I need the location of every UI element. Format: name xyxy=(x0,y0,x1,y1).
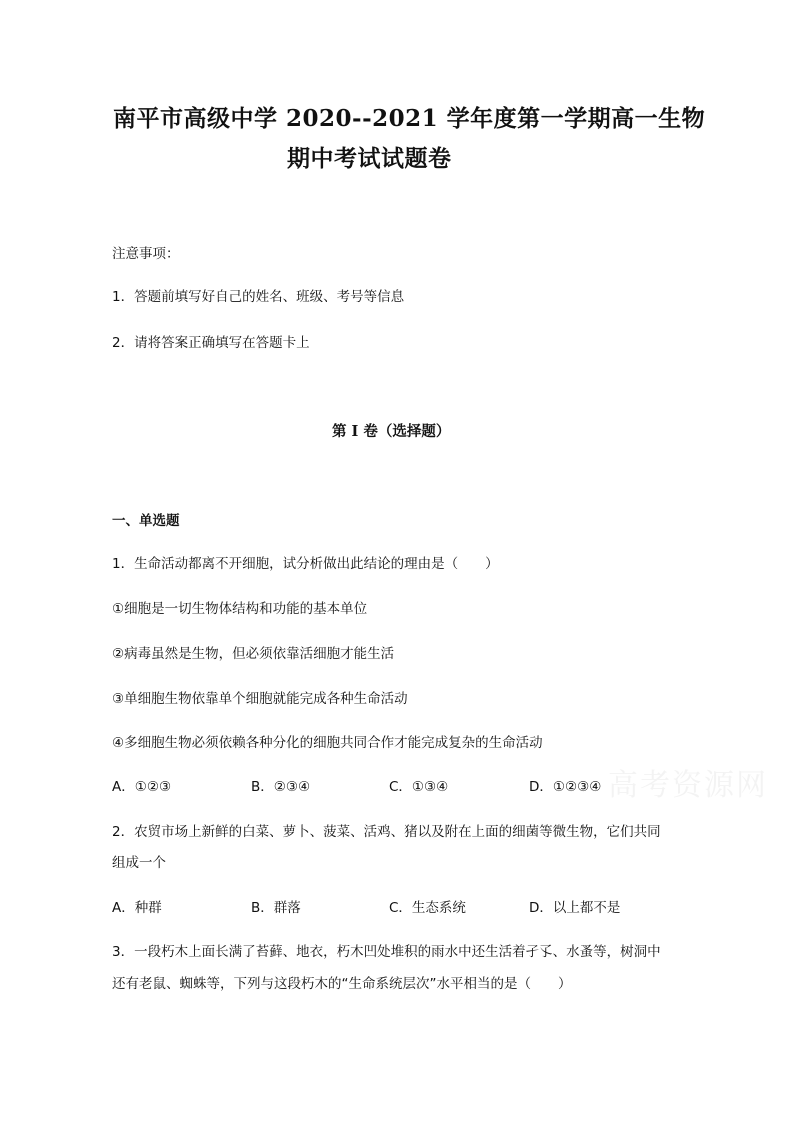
question-1-statement-1: ①细胞是一切生物体结构和功能的基本单位 xyxy=(112,601,368,617)
question-1-option-d: D．①②③④ xyxy=(529,779,602,795)
question-1-statement-3: ③单细胞生物依靠单个细胞就能完成各种生命活动 xyxy=(112,691,408,707)
question-2-option-b: B．群落 xyxy=(251,900,301,916)
exam-title-line-1: 南平市高级中学 2020--2021 学年度第一学期高一生物 xyxy=(113,105,706,132)
question-1-stem: 1．生命活动都离不开细胞，试分析做出此结论的理由是（ ） xyxy=(112,556,499,572)
section-title: 第 I 卷（选择题） xyxy=(332,423,451,440)
question-1-statement-2: ②病毒虽然是生物，但必须依靠活细胞才能生活 xyxy=(112,646,395,662)
watermark: 高考资源网 xyxy=(608,768,768,803)
notice-heading: 注意事项： xyxy=(112,246,180,262)
notice-item-2: 2．请将答案正确填写在答题卡上 xyxy=(112,335,310,351)
question-2-stem-line-2: 组成一个 xyxy=(112,855,166,871)
question-3-stem-line-2: 还有老鼠、蜘蛛等，下列与这段朽木的“生命系统层次”水平相当的是（ ） xyxy=(112,976,572,992)
question-1-statement-4: ④多细胞生物必须依赖各种分化的细胞共同合作才能完成复杂的生命活动 xyxy=(112,735,543,751)
question-2-option-a: A．种群 xyxy=(112,900,162,916)
question-1-option-b: B．②③④ xyxy=(251,779,311,795)
part-heading: 一、单选题 xyxy=(112,513,180,529)
question-2-stem-line-1: 2．农贸市场上新鲜的白菜、萝卜、菠菜、活鸡、猪以及附在上面的细菌等微生物，它们共同 xyxy=(112,824,661,840)
question-1-option-a: A．①②③ xyxy=(112,779,172,795)
question-1-option-c: C．①③④ xyxy=(389,779,449,795)
exam-title-line-2: 期中考试试题卷 xyxy=(287,145,452,172)
question-2-option-d: D．以上都不是 xyxy=(529,900,621,916)
question-2-option-c: C．生态系统 xyxy=(389,900,466,916)
question-3-stem-line-1: 3．一段朽木上面长满了苔藓、地衣，朽木凹处堆积的雨水中还生活着孑孓、水蚤等，树洞中 xyxy=(112,944,661,960)
notice-item-1: 1．答题前填写好自己的姓名、班级、考号等信息 xyxy=(112,289,405,305)
